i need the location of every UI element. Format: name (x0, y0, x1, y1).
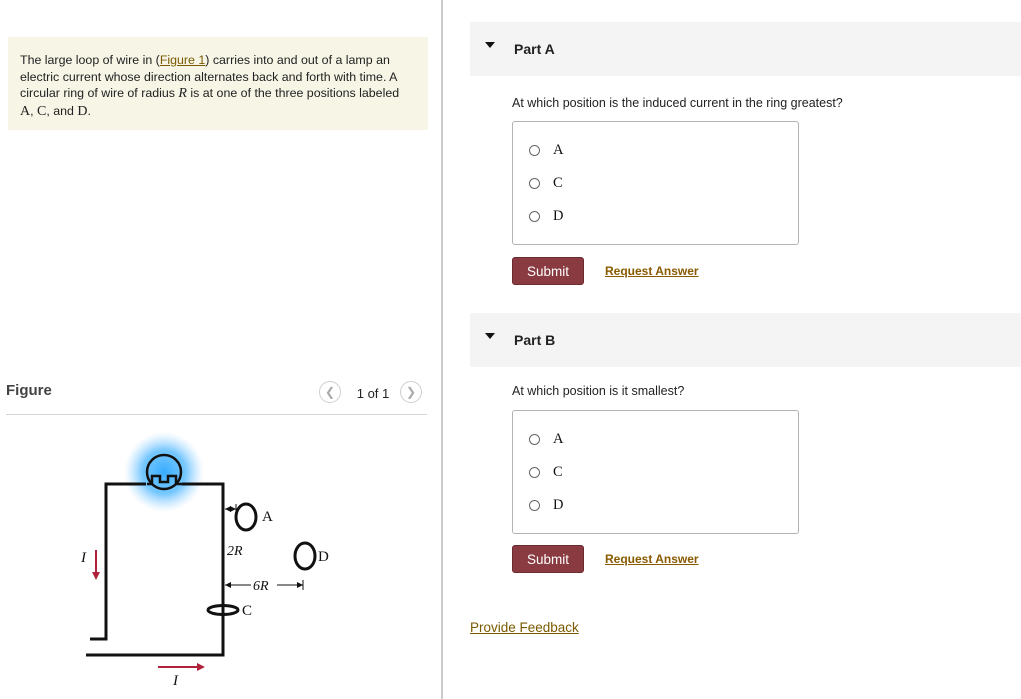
lamp-glow (124, 432, 204, 512)
option-label: A (553, 430, 564, 447)
figure-pager: 1 of 1 (356, 386, 390, 401)
part-a-question: At which position is the induced current in the ring greatest? (512, 96, 843, 110)
part-b-title: Part B (514, 332, 556, 348)
option-label: C (553, 463, 563, 480)
intro-text-1: The large loop of wire in ( (20, 53, 160, 67)
intro-separator: , and (46, 103, 78, 118)
part-a-header[interactable] (470, 22, 1021, 76)
position-d-symbol: D (77, 103, 88, 119)
ring-d (295, 543, 315, 569)
option-label: D (553, 496, 564, 513)
intro-text-3: is at one of the three positions labeled (186, 86, 400, 100)
figure-divider (6, 414, 427, 415)
part-b-option-c[interactable] (529, 462, 563, 482)
current-arrow-right (158, 663, 205, 671)
option-label: A (553, 141, 564, 158)
position-a-symbol: A (20, 103, 31, 119)
radio-button[interactable] (529, 500, 540, 511)
label-c: C (242, 603, 253, 619)
caret-down-icon[interactable] (485, 42, 495, 48)
radio-button[interactable] (529, 145, 540, 156)
label-2r: 2R (227, 544, 243, 559)
part-a-option-a[interactable] (529, 140, 563, 160)
wire-loop (90, 484, 146, 639)
part-a-request-answer-link[interactable]: Request Answer (605, 264, 699, 278)
part-b-option-a[interactable] (529, 429, 563, 449)
part-b-request-answer-link[interactable]: Request Answer (605, 552, 699, 566)
pane-divider (441, 0, 443, 699)
chevron-left-icon[interactable]: ❮ (319, 381, 341, 403)
part-a-submit-button[interactable]: Submit (512, 257, 584, 285)
label-6r: 6R (253, 579, 269, 594)
part-a-option-c[interactable] (529, 173, 563, 193)
provide-feedback-link[interactable]: Provide Feedback (470, 620, 579, 635)
part-b-header[interactable] (470, 313, 1021, 367)
option-label: C (553, 174, 563, 191)
radio-button[interactable] (529, 178, 540, 189)
part-a-option-d[interactable] (529, 206, 563, 226)
figure-1-link[interactable]: Figure 1 (159, 53, 206, 67)
radius-symbol: R (178, 86, 187, 101)
part-b-option-d[interactable] (529, 495, 563, 515)
radio-button[interactable] (529, 211, 540, 222)
part-a-choices (512, 121, 799, 245)
intro-text-2: ) carries into and out of a lamp an electric current whose direction alternates back and forth with time. A circular ring of wire of radius (20, 53, 397, 100)
part-b-choices (512, 410, 799, 534)
caret-down-icon[interactable] (485, 333, 495, 339)
radio-button[interactable] (529, 467, 540, 478)
position-c-symbol: C (37, 103, 47, 119)
chevron-right-icon[interactable]: ❯ (400, 381, 422, 403)
option-label: D (553, 207, 564, 224)
figure-heading: Figure (6, 382, 52, 399)
current-arrow-down (92, 550, 100, 580)
problem-statement (8, 37, 428, 130)
intro-period: . (87, 103, 91, 118)
dimension-2r (225, 504, 236, 514)
current-label-bottom: I (173, 673, 178, 689)
current-label-left: I (81, 550, 86, 566)
part-b-submit-button[interactable]: Submit (512, 545, 584, 573)
circuit-figure (60, 428, 360, 690)
part-a-title: Part A (514, 41, 555, 57)
radio-button[interactable] (529, 434, 540, 445)
label-a: A (262, 509, 273, 525)
ring-a (236, 504, 256, 530)
part-b-question: At which position is it smallest? (512, 384, 685, 398)
intro-separator: , (30, 103, 38, 118)
label-d: D (318, 549, 329, 565)
